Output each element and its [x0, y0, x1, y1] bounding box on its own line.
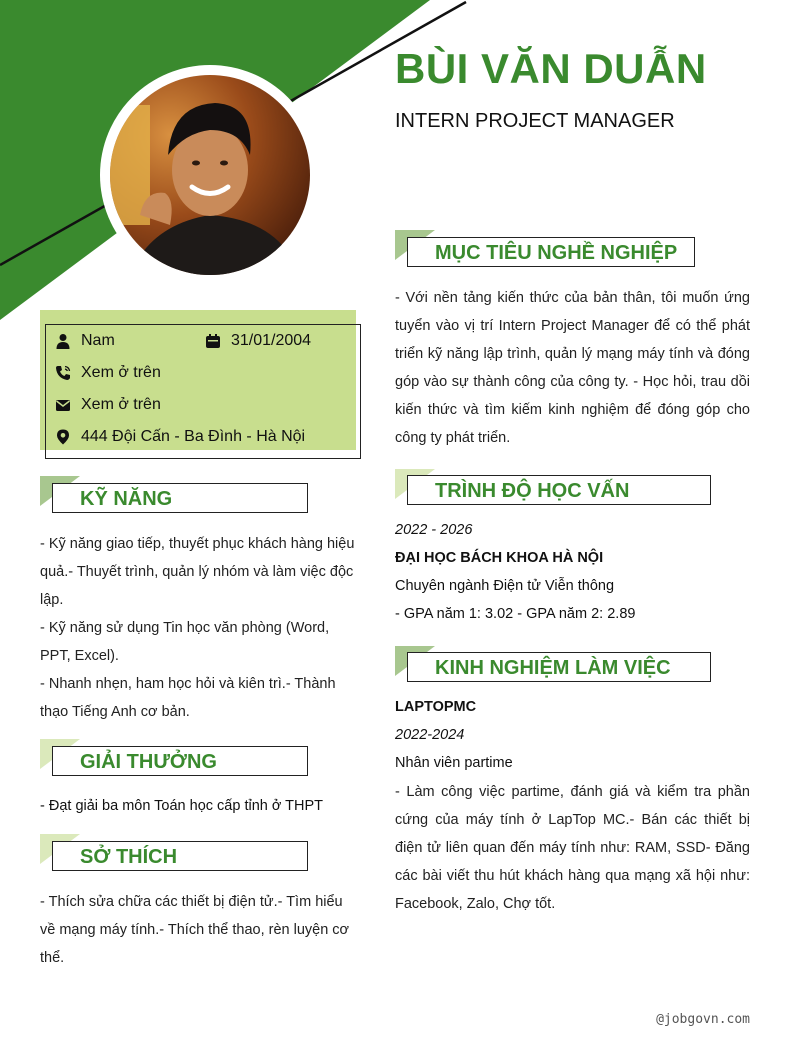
awards-title: GIẢI THƯỞNG [80, 751, 217, 773]
hobbies-title: SỞ THÍCH [80, 846, 178, 868]
location-icon [55, 429, 71, 445]
contact-birthday-text: 31/01/2004 [231, 332, 312, 349]
education-school: ĐẠI HỌC BÁCH KHOA HÀ NỘI [395, 550, 604, 566]
skills-item: - Kỹ năng sử dụng Tin học văn phòng (Word, PPT, Excel). [40, 620, 330, 664]
objective-title: MỤC TIÊU NGHỀ NGHIỆP [435, 242, 678, 264]
contact-gender [55, 332, 115, 350]
education-major: Chuyên ngành Điện tử Viễn thông [395, 578, 615, 594]
education-period: 2022 - 2026 [395, 522, 473, 538]
experience-company: LAPTOPMC [395, 699, 477, 715]
phone-icon [55, 365, 71, 381]
avatar [110, 75, 310, 275]
experience-period: 2022-2024 [395, 727, 465, 743]
education-title: TRÌNH ĐỘ HỌC VẤN [435, 480, 630, 502]
hobbies-text: - Thích sửa chữa các thiết bị điện tử.- Tìm hiểu về mạng máy tính.- Thích thể thao, rèn luyện cơ thể. [40, 894, 350, 966]
experience-description: - Làm công việc partime, đánh giá và kiểm tra phần cứng của máy tính ở LapTop MC.- Bán các thiết bị điện tử liên quan đến máy tính như: RAM, SSD- Đăng các bài viết thu hút khách hàng qua mạng xã hội như: Facebook, Zalo, Chợ tốt. [395, 784, 750, 912]
experience-title: KINH NGHIỆM LÀM VIỆC [435, 657, 671, 679]
contact-address [55, 428, 305, 446]
contact-phone-text: Xem ở trên [81, 364, 161, 381]
calendar-icon [205, 333, 221, 349]
contact-email-text: Xem ở trên [81, 396, 161, 413]
watermark: @jobgovn.com [656, 1012, 750, 1027]
person-icon [55, 333, 71, 349]
contact-phone [55, 364, 161, 382]
experience-position: Nhân viên partime [395, 755, 513, 771]
skills-title: KỸ NĂNG [80, 488, 173, 510]
job-title: INTERN PROJECT MANAGER [395, 110, 675, 132]
objective-text: - Với nền tảng kiến thức của bản thân, tôi muốn ứng tuyển vào vị trí Intern Project Manager để có thể phát triển kỹ năng lập trình, quản lý mạng máy tính và đóng góp vào sự thành công của công ty. - Học hỏi, trau dồi kiến thức và tìm kiếm kinh nghiệm để đóng góp cho công ty phát triển. [395, 290, 750, 446]
awards-text: - Đạt giải ba môn Toán học cấp tỉnh ở THPT [40, 798, 324, 814]
skills-item: - Kỹ năng giao tiếp, thuyết phục khách hàng hiệu quả.- Thuyết trình, quản lý nhóm và làm việc độc lập. [40, 536, 355, 608]
education-gpa: - GPA năm 1: 3.02 - GPA năm 2: 2.89 [395, 606, 636, 622]
candidate-name: BÙI VĂN DUẪN [395, 45, 707, 92]
mail-icon [55, 397, 71, 413]
contact-address-text: 444 Đội Cấn - Ba Đình - Hà Nội [81, 428, 306, 445]
contact-email [55, 396, 161, 414]
contact-gender-text: Nam [81, 332, 115, 349]
skills-list [40, 530, 356, 726]
skills-item: - Nhanh nhẹn, ham học hỏi và kiên trì.- Thành thạo Tiếng Anh cơ bản. [40, 676, 336, 720]
contact-birthday [205, 332, 311, 350]
